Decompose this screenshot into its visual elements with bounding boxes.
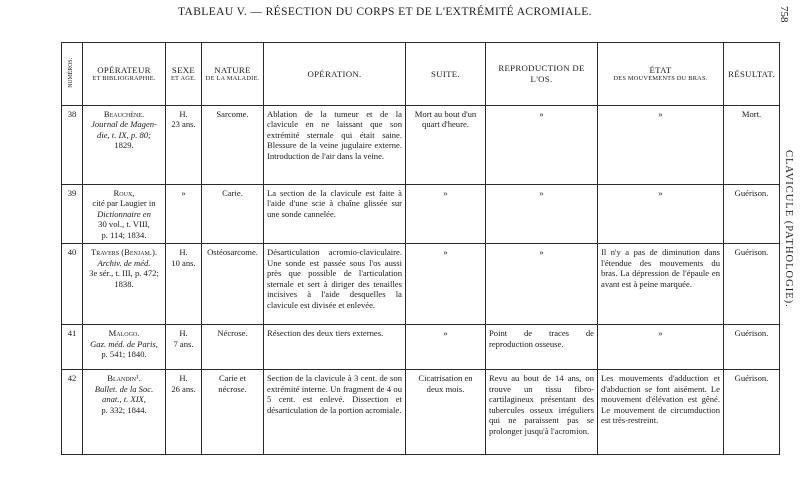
nature-cell: Nécrose. <box>202 325 264 370</box>
reproduction-cell: Point de traces de reproduction osseuse. <box>486 325 598 370</box>
operator-cell: Travers (Benjam.). Archiv. de méd. 3e sér., t. III, p. 472; 1838. <box>83 244 166 325</box>
suite-cell: » <box>406 185 486 244</box>
col-reproduction-header: REPRODUCTION DE L'OS. <box>486 43 598 106</box>
state-cell: » <box>598 106 724 185</box>
nature-cell: Sarcome. <box>202 106 264 185</box>
row-number: 41 <box>62 325 83 370</box>
sex-age-cell: H. 7 ans. <box>166 325 202 370</box>
suite-cell: Mort au bout d'un quart d'heure. <box>406 106 486 185</box>
state-cell: » <box>598 185 724 244</box>
state-cell: Il n'y a pas de diminution dans l'étendue des mouvements du bras. La dépression de l'épaule en avant est à peine marquée. <box>598 244 724 325</box>
row-number: 42 <box>62 370 83 455</box>
table-row <box>62 106 780 185</box>
col-suite-header: SUITE. <box>406 43 486 106</box>
result-cell: Guérison. <box>724 370 780 455</box>
col-nature-header: NATURE DE LA MALADIE. <box>202 43 264 106</box>
col-sex-header: SEXE ET AGE. <box>166 43 202 106</box>
state-cell: Les mouvements d'adduction et d'abduction se font aisément. Le mouvement d'élévation est gêné. Le mouvement de circumduction est très-restreint. <box>598 370 724 455</box>
reproduction-cell: » <box>486 244 598 325</box>
table-row <box>62 370 780 455</box>
suite-cell: » <box>406 325 486 370</box>
operation-cell: La section de la clavicule est faite à l'aide d'une scie à chaîne glissée sur une sonde cannelée. <box>264 185 406 244</box>
col-operation-header: OPÉRATION. <box>264 43 406 106</box>
reproduction-cell: » <box>486 185 598 244</box>
operator-cell: Beauchêne. Journal de Magen- die, t. IX, p. 80; 1829. <box>83 106 166 185</box>
nature-cell: Carie et nécrose. <box>202 370 264 455</box>
sex-age-cell: H. 23 ans. <box>166 106 202 185</box>
result-cell: Mort. <box>724 106 780 185</box>
state-cell: » <box>598 325 724 370</box>
operation-cell: Désarticulation acromio-claviculaire. Une sonde est passée sous l'os aussi près que possible de l'articulation sternale et sert à diriger des tenailles incisives à l'aide desquelles la clavicule est divisée et enlevée. <box>264 244 406 325</box>
table-row <box>62 185 780 244</box>
sex-age-cell: » <box>166 185 202 244</box>
sex-age-cell: H. 10 ans. <box>166 244 202 325</box>
col-result-header: RÉSULTAT. <box>724 43 780 106</box>
nature-cell: Ostéosarcome. <box>202 244 264 325</box>
result-cell: Guérison. <box>724 325 780 370</box>
reproduction-cell: » <box>486 106 598 185</box>
sex-age-cell: H. 26 ans. <box>166 370 202 455</box>
table-title: TABLEAU V. — RÉSECTION DU CORPS ET DE L'EXTRÉMITÉ ACROMIALE. <box>178 6 592 18</box>
operation-cell: Résection des deux tiers externes. <box>264 325 406 370</box>
row-number: 40 <box>62 244 83 325</box>
suite-cell: » <box>406 244 486 325</box>
operation-cell: Ablation de la tumeur et de la clavicule en ne laissant que son extrémité sternale qui était saine. Blessure de la veine jugulaire externe. Introduction de l'air dans la veine. <box>264 106 406 185</box>
row-number: 38 <box>62 106 83 185</box>
table-row <box>62 244 780 325</box>
col-operator-header: OPÉRATEUR ET BIBLIOGRAPHIE. <box>83 43 166 106</box>
col-num-header: NUMÉROS. <box>62 43 83 106</box>
operator-cell: Blandin¹. Bullet. de la Soc. anat., t. XIX, p. 332; 1844. <box>83 370 166 455</box>
operation-cell: Section de la clavicule à 3 cent. de son extrémité interne. Un fragment de 4 ou 5 cent. est enlevé. Dissection et désarticulation de la portion acromiale. <box>264 370 406 455</box>
result-cell: Guérison. <box>724 244 780 325</box>
operator-cell: Roux, cité par Laugier in Dictionnaire en 30 vol., t. VIII, p. 114; 1834. <box>83 185 166 244</box>
result-cell: Guérison. <box>724 185 780 244</box>
header-row <box>62 43 780 106</box>
table-row <box>62 325 780 370</box>
reproduction-cell: Revu au bout de 14 ans, on trouve un tissu fibro-cartilagineux présentant des tubercules osseux irréguliers qui ne paraissent pas se prolonger jusqu'à l'acromion. <box>486 370 598 455</box>
running-head: CLAVICULE (PATHOLOGIE). <box>783 150 794 308</box>
operator-cell: Malogo. Gaz. méd. de Paris, p. 541; 1840. <box>83 325 166 370</box>
row-number: 39 <box>62 185 83 244</box>
nature-cell: Carie. <box>202 185 264 244</box>
suite-cell: Cicatrisation en deux mois. <box>406 370 486 455</box>
col-state-header: ÉTAT DES MOUVEMENTS DU BRAS. <box>598 43 724 106</box>
page-number: 758 <box>778 6 790 23</box>
resection-table <box>61 42 780 455</box>
